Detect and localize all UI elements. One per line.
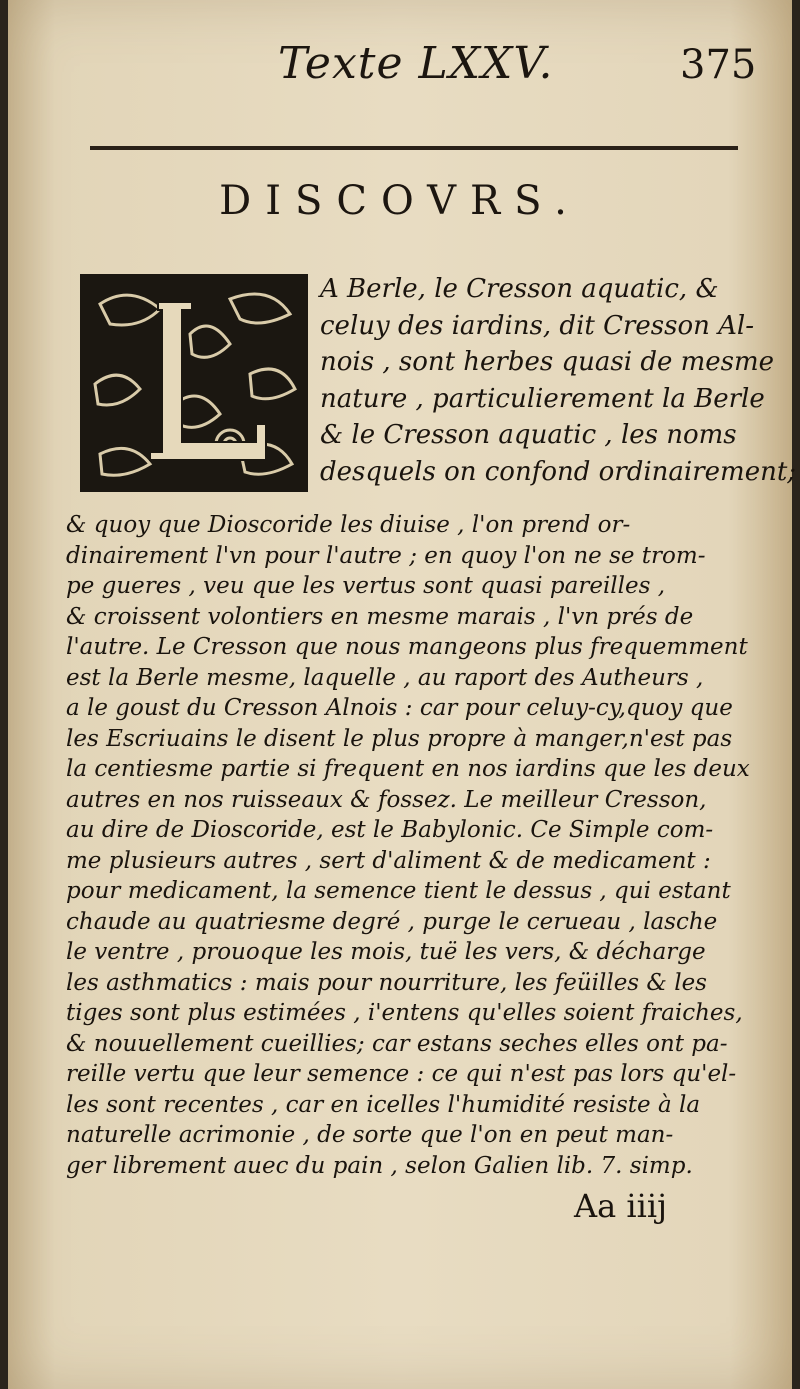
text-line: & le Cresson aquatic , les noms <box>320 420 737 450</box>
text-line: l'autre. Le Cresson que nous mangeons plus frequemment <box>66 634 748 660</box>
text-line: nature , particulierement la Berle <box>320 383 765 414</box>
text-line: les Escriuains le disent le plus propre à manger,n'est pas <box>66 725 733 752</box>
text-line: pe gueres , veu que les vertus sont quasi pareilles , <box>66 573 666 599</box>
text-line: autres en nos ruisseaux & fossez. Le meilleur Cresson, <box>66 786 707 813</box>
text-line: dinairement l'vn pour l'autre ; en quoy l'on ne se trom- <box>66 542 706 569</box>
text-line: & quoy que Dioscoride les diuise , l'on prend or- <box>66 512 631 538</box>
text-line: pour medicament, la semence tient le dessus , qui estant <box>66 878 731 904</box>
text-line: & nouuellement cueillies; car estans seches elles ont pa- <box>66 1030 728 1057</box>
book-page <box>8 0 797 1389</box>
text-line: me plusieurs autres , sert d'aliment & de medicament : <box>66 847 711 874</box>
text-line: nois , sont herbes quasi de mesme <box>320 347 775 377</box>
ornamental-foliage-initial-icon <box>80 274 308 492</box>
text-line: A Berle, le Cresson aquatic, & <box>320 274 719 304</box>
text-line: reille vertu que leur semence : ce qui n'est pas lors qu'el- <box>66 1061 737 1087</box>
text-line: la centiesme partie si frequent en nos iardins que les deux <box>66 756 750 782</box>
text-line: naturelle acrimonie , de sorte que l'on en peut man- <box>66 1122 674 1148</box>
text-line: au dire de Dioscoride, est le Babylonic. Ce Simple com- <box>66 817 714 843</box>
section-title: DISCOVRS. <box>219 178 581 224</box>
text-line: desquels on confond ordinairement; <box>320 456 797 487</box>
text-line: celuy des iardins, dit Cresson Al- <box>320 310 755 341</box>
text-line: les sont recentes , car en icelles l'humidité resiste à la <box>66 1091 701 1118</box>
page-number: 375 <box>680 42 757 88</box>
text-line: chaude au quatriesme degré , purge le cerueau , lasche <box>66 908 718 935</box>
text-line: tiges sont plus estimées , i'entens qu'elles soient fraiches, <box>66 1000 743 1026</box>
signature-mark: Aa iiij <box>574 1187 667 1225</box>
text-line: a le goust du Cresson Alnois : car pour celuy-cy,quoy que <box>66 695 733 721</box>
text-line: & croissent volontiers en mesme marais , l'vn prés de <box>66 603 694 630</box>
page-header <box>8 38 792 98</box>
header-rule <box>90 146 738 150</box>
text-line: les asthmatics : mais pour nourriture, les feüilles & les <box>66 969 707 996</box>
running-head: Texte LXXV. <box>278 38 554 89</box>
text-line: le ventre , prouoque les mois, tuë les vers, & décharge <box>66 939 706 965</box>
text-line: est la Berle mesme, laquelle , au raport des Autheurs , <box>66 664 704 691</box>
text-line: ger librement auec du pain , selon Galien lib. 7. simp. <box>66 1152 693 1179</box>
